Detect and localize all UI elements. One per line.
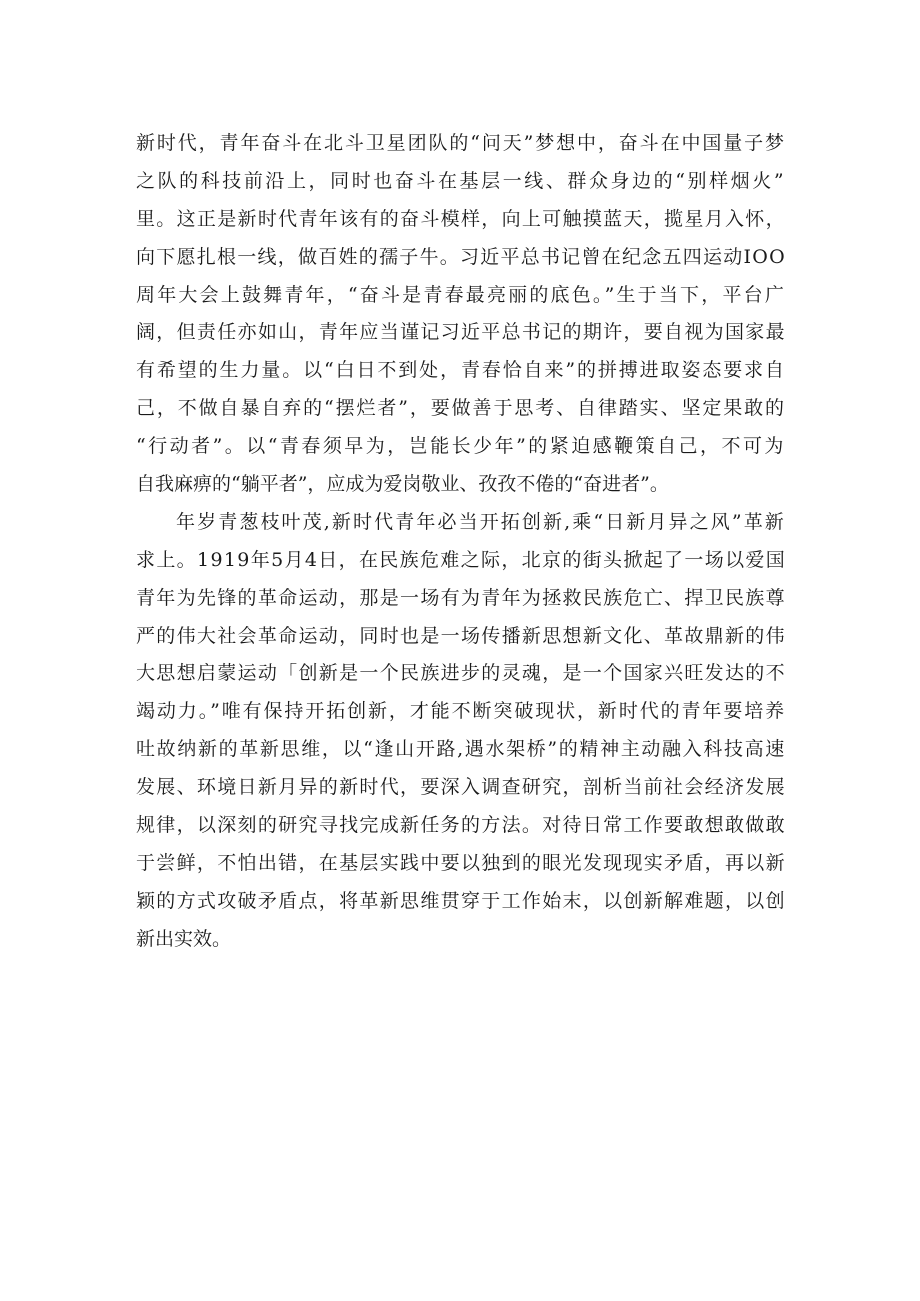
- document-body: [136, 125, 786, 959]
- text-line: 严的伟大社会革命运动，同时也是一场传播新思想新文化、革故鼎新的伟: [136, 624, 786, 647]
- text-line: 之队的科技前沿上，同时也奋斗在基层一线、群众身边的“别样烟火”: [136, 169, 787, 192]
- text-line: 规律，以深刻的研究寻找完成新任务的方法。对待日常工作要敢想敢做敢: [136, 814, 786, 837]
- text-line: “行动者”。以“青春须早为，岂能长少年”的紧迫感鞭策自己，不可为: [136, 435, 786, 458]
- paragraph-2: [136, 504, 786, 959]
- paragraph-1: [136, 125, 786, 504]
- text-line: 发展、环境日新月异的新时代，要深入调查研究，剖析当前社会经济发展: [136, 776, 786, 799]
- text-line: 年岁青葱枝叶茂,新时代青年必当开拓创新,乘“日新月异之风”革新: [176, 510, 786, 533]
- text-line: 里。这正是新时代青年该有的奋斗模样，向上可触摸蓝天，揽星月入怀，: [136, 207, 786, 230]
- text-line: 吐故纳新的革新思维，以“逢山开路,遇水架桥”的精神主动融入科技高速: [136, 738, 786, 761]
- text-line: 己，不做自暴自弃的“摆烂者”，要做善于思考、自律踏实、坚定果敢的: [136, 397, 786, 420]
- text-line: 青年为先锋的革命运动，那是一场有为青年为拯救民族危亡、捍卫民族尊: [136, 586, 786, 609]
- text-line: 阔，但责任亦如山，青年应当谨记习近平总书记的期许，要自视为国家最: [136, 321, 786, 344]
- text-line: 新时代，青年奋斗在北斗卫星团队的“问天”梦想中，奋斗在中国量子梦: [136, 132, 786, 154]
- text-line: 向下愿扎根一线，做百姓的孺子牛。习近平总书记曾在纪念五四运动IOO: [136, 245, 786, 268]
- text-line: 颖的方式攻破矛盾点，将革新思维贯穿于工作始末，以创新解难题，以创: [136, 889, 786, 912]
- text-line: 周年大会上鼓舞青年，“奋斗是青春最亮丽的底色。”生于当下，平台广: [136, 283, 787, 306]
- text-line: 大思想启蒙运动「创新是一个民族进步的灵魂，是一个国家兴旺发达的不: [136, 662, 786, 685]
- text-line: 新出实效。: [136, 927, 232, 950]
- text-line: 有希望的生力量。以“白日不到处，青春恰自来”的拼搏进取姿态要求自: [136, 359, 786, 382]
- text-line: 自我麻痹的“躺平者”，应成为爱岗敬业、孜孜不倦的“奋进者”。: [136, 473, 669, 496]
- text-line: 求上。1919年5月4日，在民族危难之际，北京的街头掀起了一场以爱国: [136, 548, 787, 571]
- text-line: 竭动力。”唯有保持开拓创新，才能不断突破现状，新时代的青年要培养: [136, 700, 787, 723]
- text-line: 于尝鲜，不怕出错，在基层实践中要以独到的眼光发现现实矛盾，再以新: [136, 851, 786, 874]
